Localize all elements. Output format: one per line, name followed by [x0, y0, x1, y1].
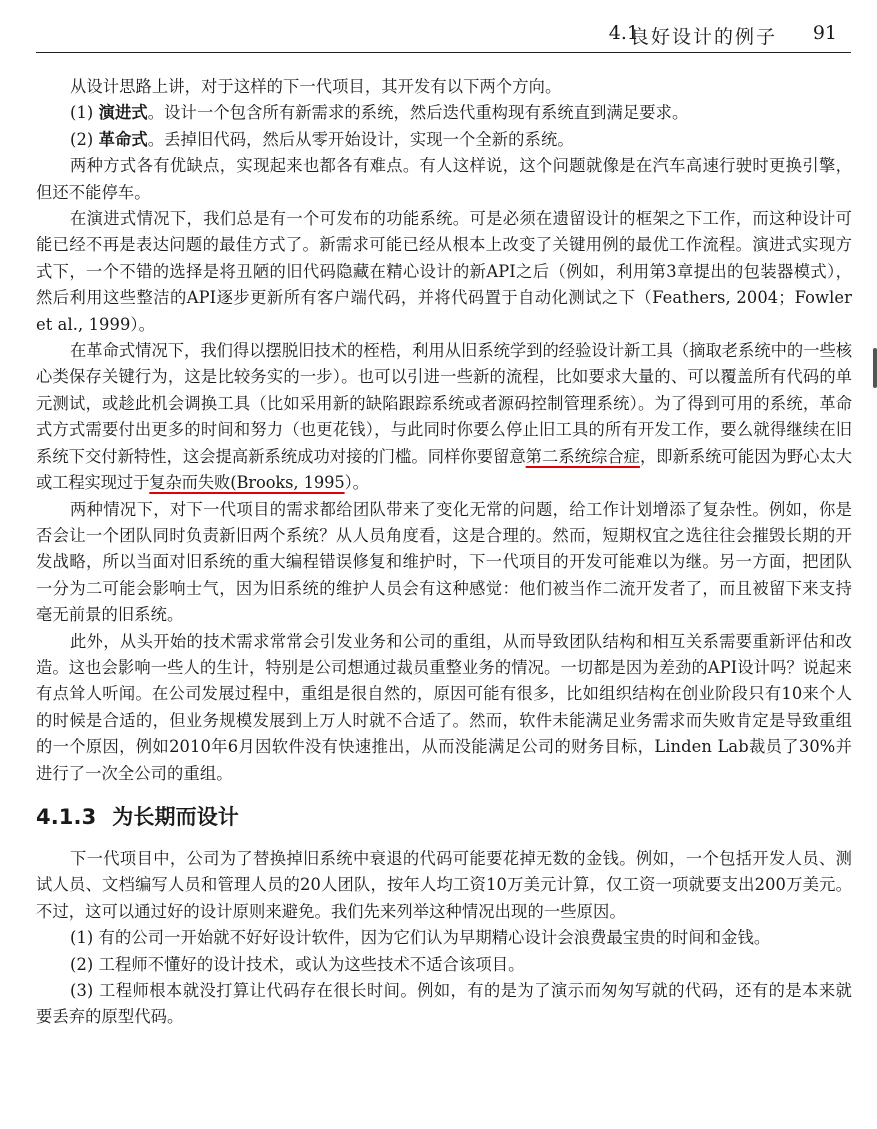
- list-item-reason-2: (2) 工程师不懂好的设计技术，或认为这些技术不适合该项目。: [70, 954, 525, 974]
- list-text: 。丢掉旧代码，然后从零开始设计，实现一个全新的系统。: [147, 129, 574, 149]
- text-run: ）。: [344, 473, 369, 493]
- list-item-reason-1: (1) 有的公司一开始就不好好设计软件，因为它们认为早期精心设计会浪费最宝贵的时间和金钱。: [70, 928, 771, 948]
- term-evolutionary: 演进式: [98, 103, 148, 123]
- text-run: 在革命式情况下，我们得以摆脱旧技术的桎梏，利用从旧系统学到的经验设计新工具（摘取老系统中的一些核心类保存关键行为，这是比较务实的一步）。也可以引进一些新的流程，比如要求大量的、可以覆盖所有代码的单元测试，或趁此机会调换工具（比如采用新的缺陷跟踪系统或者源码控制管理系统）。为了得到可用的系统，革命式方式需要付出更多的时间和努力（也更花钱），与此同时你要么停止旧工具的所有开发工作，要么就得继续在旧系统下交付新特性，这会提高新系统成功对接的门槛。同样你要留意: [36, 341, 852, 466]
- paragraph-intro: 从设计思路上讲，对于这样的下一代项目，其开发有以下两个方向。: [70, 77, 562, 96]
- section-heading: [36, 804, 852, 830]
- list-item-reason-3: (3) 工程师根本就没打算让代码存在很长时间。例如，有的是为了演示而匆匆写就的代码，还有的是本来就要丢弃的原型代码。: [36, 981, 852, 1027]
- paragraph-both-cases: 两种情况下，对下一代项目的需求都给团队带来了变化无常的问题，给工作计划增添了复杂性。例如，你是否会让一个团队同时负责新旧两个系统？从人员角度看，这是合理的。然而，短期权宜之选往往会摧毁长期的开发战略，所以当面对旧系统的重大编程错误修复和维护时，下一代项目的开发可能难以为继。另一方面，把团队一分为二可能会影响士气，因为旧系统的维护人员会有这种感觉：他们被当作二流开发者了，而且被留下来支持毫无前景的旧系统。: [36, 499, 852, 625]
- paragraph-tradeoffs: 两种方式各有优缺点，实现起来也都各有难点。有人这样说，这个问题就像是在汽车高速行驶时更换引擎，但还不能停车。: [36, 156, 852, 202]
- page-edge-tab: [873, 348, 877, 388]
- paragraph-revolutionary-case: [36, 338, 852, 496]
- paragraph-long-term-cost: 下一代项目中，公司为了替换掉旧系统中衰退的代码可能要花掉无数的金钱。例如，一个包括开发人员、测试人员、文档编写人员和管理人员的20人团队，按年人均工资10万美元计算，仅工资一项就要支出200万美元。不过，这可以通过好的设计原则来避免。我们先来列举这种情况出现的一些原因。: [36, 848, 852, 921]
- underlined-second-system-syndrome: 第二系统综合症: [525, 446, 640, 466]
- page-number: 91: [812, 22, 837, 44]
- section-number: 4.1.3: [36, 804, 97, 829]
- text-run: ，即新系统可能因为野心太大或工程实现过于: [36, 446, 852, 493]
- header-section-number: 4.1: [608, 22, 639, 44]
- list-item-revolutionary: [36, 127, 852, 153]
- paragraph-evolutionary-case: 在演进式情况下，我们总是有一个可发布的功能系统。可是必须在遗留设计的框架之下工作，而这种设计可能已经不再是表达问题的最佳方式了。新需求可能已经从根本上改变了关键用例的最优工作流程。演进式实现方式下，一个不错的选择是将丑陋的旧代码隐藏在精心设计的新API之后（例如，利用第3章提出的包装器模式），然后利用这些整洁的API逐步更新所有客户端代码，并将代码置于自动化测试之下（Feathers, 2004；Fowler et al., 1999）。: [36, 209, 852, 334]
- section-title: 为长期而设计: [112, 804, 239, 829]
- paragraph-reorganization: 此外，从头开始的技术需求常常会引发业务和公司的重组，从而导致团队结构和相互关系需要重新评估和改造。这也会影响一些人的生计，特别是公司想通过裁员重整业务的情况。一切都是因为差劲的API设计吗？说起来有点耸人听闻。在公司发展过程中，重组是很自然的，原因可能有很多，比如组织结构在创业阶段只有10来个人的时候是合适的，但业务规模发展到上万人时就不合适了。然而，软件未能满足业务需求而失败肯定是导致重组的一个原因，例如2010年6月因软件没有快速推出，从而没能满足公司的财务目标，Linden Lab裁员了30%并进行了一次全公司的重组。: [36, 631, 852, 783]
- page-body: [36, 74, 852, 1031]
- list-text: 。设计一个包含所有新需求的系统，然后迭代重构现有系统直到满足要求。: [147, 103, 689, 123]
- running-header: [36, 18, 851, 53]
- underlined-brooks-citation: 复杂而失败(Brooks, 1995: [149, 473, 345, 493]
- list-number: (2): [70, 129, 99, 149]
- header-title: 良好设计的例子: [629, 26, 777, 48]
- list-number: (1): [70, 103, 99, 123]
- list-item-evolutionary: [36, 100, 852, 126]
- term-revolutionary: 革命式: [98, 129, 148, 149]
